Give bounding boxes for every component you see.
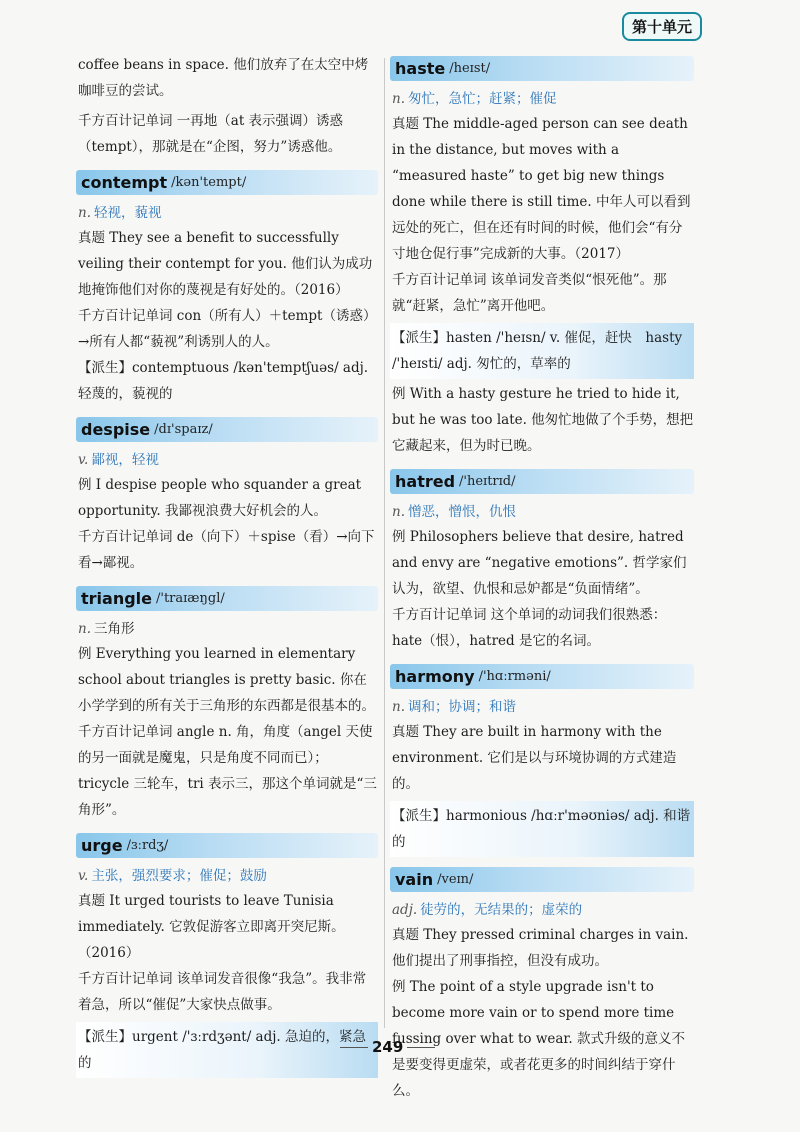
phonetic: /heɪst/ [449,61,491,76]
example: 例 Everything you learned in elementary school about triangles is pretty basic. 你在小学学到的所有关于三角形的东西都是很基本的。 [78,646,375,714]
memory-tip: 千方百计记单词 该单词发音很像“我急”。我非常着急，所以“催促”大家快点做事。 [78,971,367,1013]
definition: v. 鄙视，轻视 [78,452,159,468]
derivative-box [390,801,694,857]
phonetic: /'heɪtrɪd/ [459,474,516,489]
headword: vain [395,870,434,889]
headword: despise [81,420,151,439]
intro-line: 咖啡豆的尝试。 [78,83,173,99]
left-column [78,52,378,1080]
memory-tip: 千方百计记单词 该单词发音类似“恨死他”。那就“赶紧，急忙”离开他吧。 [392,272,667,314]
headword: haste [395,59,446,78]
memory-tip: 千方百计记单词 de（向下）＋spise（看）→向下看→鄙视。 [78,529,375,571]
phonetic: /veɪn/ [437,872,474,887]
entry-header-harmony [390,664,694,689]
phonetic: /dɪ'spaɪz/ [154,422,213,437]
example: 真题 They pressed criminal charges in vain. 他们提出了刑事指控，但没有成功。 [392,927,689,969]
definition: n. 三角形 [78,621,135,637]
headword: contempt [81,173,168,192]
phonetic: /ɜːrdʒ/ [126,838,169,853]
derivative: 【派生】urgent /'ɜːrdʒənt/ adj. 急迫的，紧急的 [78,1029,366,1071]
definition: v. 主张，强烈要求；催促；鼓励 [78,868,267,884]
example: 例 With a hasty gesture he tried to hide it, but he was too late. 他匆忙地做了个手势，想把它藏起来，但为时已晚。 [392,386,694,454]
memory-tip: 千方百计记单词 一再地（at 表示强调）诱惑（tempt），那就是在“企图，努力”诱惑他。 [78,113,344,155]
definition: n. 匆忙，急忙；赶紧；催促 [392,91,557,107]
memory-tip: 千方百计记单词 con（所有人）＋tempt（诱惑）→所有人都“藐视”利诱别人的人。 [78,308,377,350]
entry-header-urge [76,833,378,858]
definition: n. 憎恶，憎恨，仇恨 [392,504,516,520]
page-number: 249 [368,1038,407,1056]
phonetic: /kən'tempt/ [171,175,247,190]
unit-tag: 第十单元 [622,12,702,41]
headword: urge [81,836,123,855]
example: 真题 They are built in harmony with the environment. 它们是以与环境协调的方式建造的。 [392,724,677,792]
example: 真题 It urged tourists to leave Tunisia immediately. 它敦促游客立即离开突尼斯。（2016） [78,893,345,961]
example: 真题 They see a benefit to successfully veiling their contempt for you. 他们认为成功地掩饰他们对你的蔑视是有好处的。（2016） [78,230,373,298]
derivative-box [390,323,694,379]
memory-tip: 千方百计记单词 这个单词的动词我们很熟悉：hate（恨），hatred 是它的名词。 [392,607,667,649]
definition: n. 调和；协调；和谐 [392,699,516,715]
phonetic: /'hɑːrməni/ [478,669,551,684]
headword: hatred [395,472,456,491]
definition: n. 轻视，藐视 [78,205,162,221]
entry-header-triangle [76,586,378,611]
column-divider [384,58,385,1028]
derivative: 【派生】harmonious /hɑːr'məʊniəs/ adj. 和谐的 [392,808,691,850]
derivative: 【派生】hasten /'heɪsn/ v. 催促，赶快 hasty /'heɪsti/ adj. 匆忙的，草率的 [392,330,683,372]
phonetic: /'traɪæŋgl/ [156,591,225,606]
definition: adj. 徒劳的，无结果的；虚荣的 [392,902,583,918]
derivative-box [76,1022,378,1078]
intro-line: coffee beans in space. 他们放弃了在太空中烤 [78,57,369,73]
entry-header-haste [390,56,694,81]
example: 例 I despise people who squander a great opportunity. 我鄙视浪费大好机会的人。 [78,477,362,519]
memory-tip: 千方百计记单词 angle n. 角，角度（angel 天使的另一面就是魔鬼，只是角度不同而已）；tricycle 三轮车，tri 表示三，那这个单词就是“三角形”。 [78,724,377,818]
example: 例 Philosophers believe that desire, hatred and envy are “negative emotions”. 哲学家们认为，欲望、仇恨和忌妒都是“负面情绪”。 [392,529,687,597]
derivative: 【派生】contemptuous /kən'temptʃuəs/ adj. 轻蔑的，藐视的 [78,360,369,402]
headword: harmony [395,667,475,686]
example: 真题 The middle-aged person can see death in the distance, but moves with a “measured haste” to get big new things done while there is still time. 中年人可以看到远处的死亡，但在还有时间的时候，他们会“有分寸地仓促行事”完成新的大事。（2017） [392,116,691,262]
entry-header-contempt [76,170,378,195]
headword: triangle [81,589,152,608]
entry-header-despise [76,417,378,442]
example: 例 The point of a style upgrade isn't to become more vain or to spend more time fussing over what to wear. 款式升级的意义不是要变得更虚荣，或者花更多的时间纠结于穿什么。 [392,979,685,1099]
right-column [392,52,694,1104]
entry-header-hatred [390,469,694,494]
entry-header-vain [390,867,694,892]
